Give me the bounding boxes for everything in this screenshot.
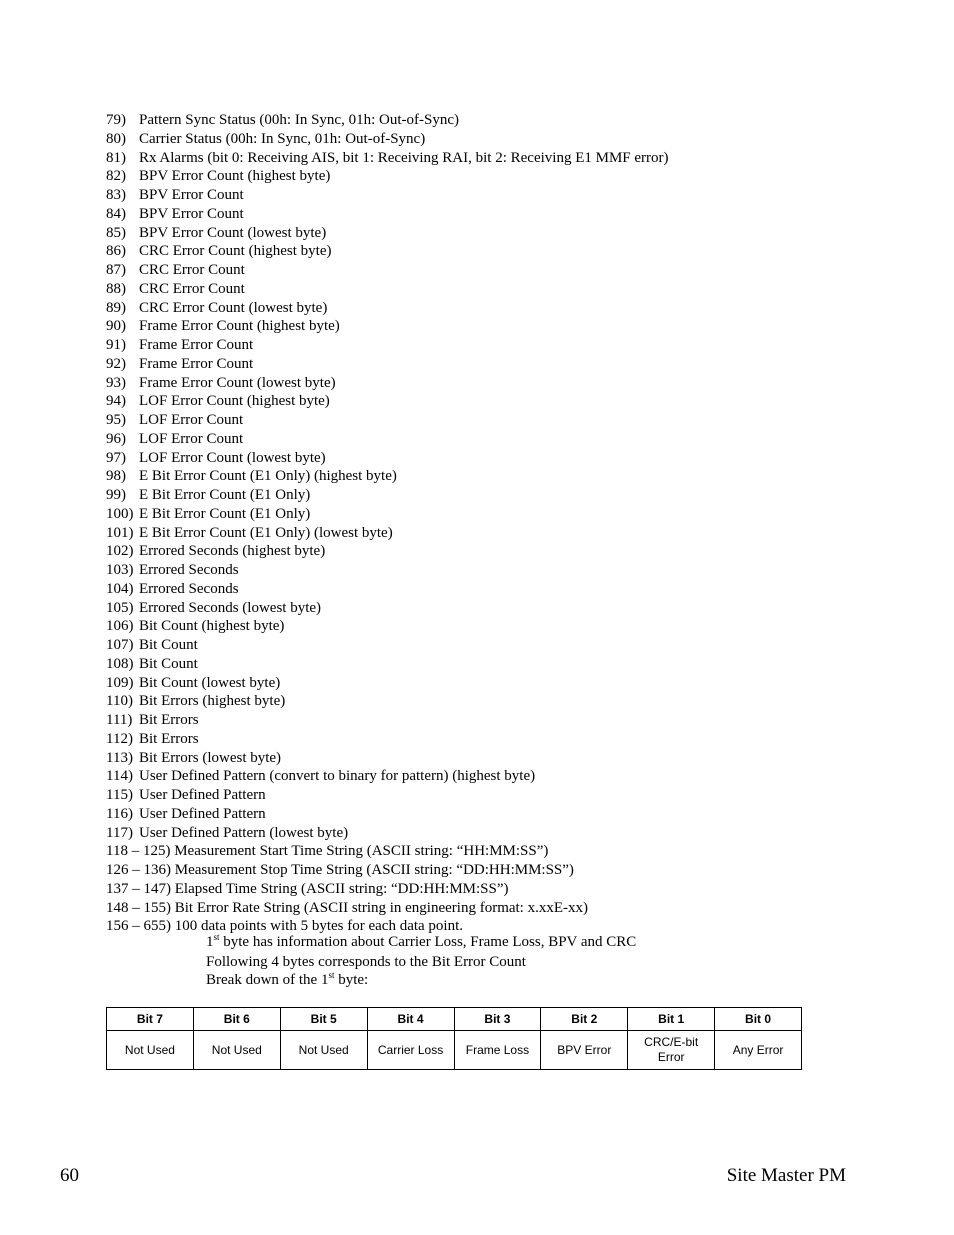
- item-number: 117): [106, 824, 133, 841]
- list-item: [106, 524, 669, 543]
- item-text: Bit Error Rate String (ASCII string in engineering format: x.xxE-xx): [174, 899, 589, 916]
- list-item: [106, 242, 669, 261]
- list-item: [106, 636, 669, 655]
- item-number: 102): [106, 543, 134, 560]
- item-text: Bit Errors: [139, 730, 199, 747]
- first-byte-note: [206, 933, 636, 952]
- list-item: [106, 505, 669, 524]
- list-item: [106, 767, 669, 786]
- item-number: 92): [106, 355, 126, 372]
- table-cell: Any Error: [715, 1031, 802, 1070]
- table-row: [107, 1031, 802, 1070]
- note-text: 1: [206, 934, 214, 950]
- item-text: User Defined Pattern (convert to binary for pattern) (highest byte): [139, 768, 536, 785]
- item-text: Pattern Sync Status (00h: In Sync, 01h: Out-of-Sync): [139, 112, 459, 128]
- list-item: [106, 486, 669, 505]
- page-number: 60: [60, 1165, 79, 1186]
- item-text: CRC Error Count (lowest byte): [139, 299, 328, 316]
- item-text: User Defined Pattern: [139, 805, 266, 822]
- header-cell: Bit 7: [107, 1008, 194, 1031]
- list-item: [106, 467, 669, 486]
- list-item: [106, 580, 669, 599]
- item-number: 83): [106, 187, 126, 203]
- superscript: st: [213, 932, 220, 942]
- list-item: [106, 205, 669, 224]
- list-item: [106, 805, 669, 824]
- list-item: [106, 374, 669, 393]
- list-item: [106, 186, 669, 205]
- item-number: 79): [106, 112, 126, 128]
- list-item: [106, 392, 669, 411]
- list-item: [106, 880, 669, 899]
- item-number: 104): [106, 580, 134, 597]
- item-text: Frame Error Count: [139, 355, 254, 372]
- item-text: BPV Error Count (lowest byte): [139, 224, 327, 241]
- item-text: CRC Error Count: [139, 262, 245, 278]
- breakdown-note: [206, 971, 368, 990]
- item-number: 115): [106, 787, 133, 803]
- item-number: 81): [106, 149, 126, 166]
- item-number: 95): [106, 412, 126, 428]
- note-text: byte:: [334, 972, 369, 988]
- item-text: Errored Seconds: [139, 562, 239, 578]
- header-cell: Bit 4: [367, 1008, 454, 1031]
- item-number: 96): [106, 430, 126, 447]
- item-text: LOF Error Count (highest byte): [139, 393, 330, 410]
- note-text: Break down of the 1: [206, 972, 329, 988]
- list-item: [106, 599, 669, 618]
- item-text: User Defined Pattern: [139, 787, 266, 803]
- list-item: [106, 224, 669, 243]
- item-number: 88): [106, 280, 126, 297]
- header-cell: Bit 2: [541, 1008, 628, 1031]
- superscript: st: [328, 970, 335, 980]
- list-item: [106, 355, 669, 374]
- item-number: 118 – 125): [106, 843, 171, 860]
- header-cell: Bit 3: [454, 1008, 541, 1031]
- item-number: 114): [106, 768, 133, 785]
- item-number: 94): [106, 393, 126, 410]
- list-item: [106, 561, 669, 580]
- table-cell: Not Used: [280, 1031, 367, 1070]
- list-item: [106, 711, 669, 730]
- item-text: CRC Error Count: [139, 280, 245, 297]
- item-text: Carrier Status (00h: In Sync, 01h: Out-of-Sync): [139, 130, 426, 147]
- item-number: 84): [106, 205, 126, 222]
- item-number: 86): [106, 243, 126, 260]
- item-text: User Defined Pattern (lowest byte): [139, 824, 349, 841]
- bit-breakdown-table: [106, 1007, 802, 1070]
- list-item: [106, 824, 669, 843]
- item-number: 109): [106, 674, 134, 691]
- item-text: Bit Count (lowest byte): [139, 674, 281, 691]
- item-number: 93): [106, 374, 126, 391]
- item-number: 137 – 147): [106, 880, 171, 897]
- header-cell: Bit 6: [193, 1008, 280, 1031]
- item-number: 126 – 136): [106, 862, 171, 878]
- note-text: byte has information about Carrier Loss, Frame Loss, BPV and CRC: [219, 934, 637, 950]
- item-text: Bit Errors (highest byte): [139, 693, 286, 710]
- item-number: 113): [106, 749, 133, 766]
- item-number: 99): [106, 487, 126, 503]
- item-number: 101): [106, 524, 134, 541]
- item-number: 100): [106, 505, 134, 522]
- list-item: [106, 336, 669, 355]
- item-text: E Bit Error Count (E1 Only) (highest byte): [139, 468, 397, 485]
- item-text: E Bit Error Count (E1 Only) (lowest byte): [139, 524, 393, 541]
- header-cell: Bit 0: [715, 1008, 802, 1031]
- item-text: Elapsed Time String (ASCII string: “DD:HH:MM:SS”): [174, 880, 509, 897]
- item-number: 80): [106, 130, 126, 147]
- item-text: BPV Error Count: [139, 205, 244, 222]
- item-text: Bit Count: [139, 655, 198, 672]
- item-number: 110): [106, 693, 133, 710]
- following-bytes-note: Following 4 bytes corresponds to the Bit Error Count: [206, 954, 526, 970]
- item-text: Errored Seconds (highest byte): [139, 543, 326, 560]
- list-item: [106, 617, 669, 636]
- item-number: 112): [106, 730, 133, 747]
- document-title: Site Master PM: [726, 1165, 846, 1186]
- list-item: [106, 411, 669, 430]
- list-item: [106, 299, 669, 318]
- item-text: Errored Seconds: [139, 580, 239, 597]
- item-text: Bit Errors (lowest byte): [139, 749, 282, 766]
- item-text: 100 data points with 5 bytes for each data point.: [174, 918, 464, 935]
- item-text: Measurement Start Time String (ASCII string: “HH:MM:SS”): [174, 843, 549, 860]
- item-number: 98): [106, 468, 126, 485]
- header-cell: Bit 5: [280, 1008, 367, 1031]
- item-text: CRC Error Count (highest byte): [139, 243, 332, 260]
- item-text: BPV Error Count: [139, 187, 244, 203]
- table-header-row: [107, 1008, 802, 1031]
- list-item: [106, 449, 669, 468]
- list-item: [106, 692, 669, 711]
- item-number: 89): [106, 299, 126, 316]
- table-cell: BPV Error: [541, 1031, 628, 1070]
- list-item: [106, 674, 669, 693]
- list-item: [106, 861, 669, 880]
- list-item: [106, 111, 669, 130]
- item-number: 148 – 155): [106, 899, 171, 916]
- item-number: 116): [106, 805, 133, 822]
- item-number: 103): [106, 562, 134, 578]
- list-item: [106, 655, 669, 674]
- list-item: [106, 749, 669, 768]
- item-number: 108): [106, 655, 134, 672]
- item-text: Frame Error Count (highest byte): [139, 318, 340, 335]
- header-cell: Bit 1: [628, 1008, 715, 1031]
- list-item: [106, 130, 669, 149]
- item-text: Frame Error Count: [139, 337, 254, 353]
- item-text: LOF Error Count: [139, 430, 244, 447]
- item-number: 90): [106, 318, 126, 335]
- list-item: [106, 261, 669, 280]
- list-item: [106, 730, 669, 749]
- item-text: LOF Error Count (lowest byte): [139, 449, 326, 466]
- item-number: 85): [106, 224, 126, 241]
- list-item: [106, 899, 669, 918]
- item-text: Bit Count (highest byte): [139, 618, 285, 635]
- item-text: Bit Count: [139, 637, 198, 653]
- item-number: 111): [106, 712, 133, 728]
- item-text: Rx Alarms (bit 0: Receiving AIS, bit 1: Receiving RAI, bit 2: Receiving E1 MMF error): [139, 149, 669, 166]
- list-item: [106, 317, 669, 336]
- list-item: [106, 167, 669, 186]
- item-text: E Bit Error Count (E1 Only): [139, 487, 311, 503]
- item-text: Measurement Stop Time String (ASCII string: “DD:HH:MM:SS”): [174, 862, 574, 878]
- item-number: 97): [106, 449, 126, 466]
- item-number: 82): [106, 168, 126, 185]
- table-cell: Frame Loss: [454, 1031, 541, 1070]
- list-item: [106, 280, 669, 299]
- item-number: 107): [106, 637, 134, 653]
- item-number: 91): [106, 337, 126, 353]
- table-cell: CRC/E-bit Error: [628, 1031, 715, 1070]
- field-list: [106, 111, 669, 936]
- item-text: E Bit Error Count (E1 Only): [139, 505, 311, 522]
- list-item: [106, 786, 669, 805]
- item-number: 156 – 655): [106, 918, 171, 935]
- item-text: Bit Errors: [139, 712, 199, 728]
- item-number: 87): [106, 262, 126, 278]
- item-text: Errored Seconds (lowest byte): [139, 599, 322, 616]
- list-item: [106, 149, 669, 168]
- item-text: LOF Error Count: [139, 412, 244, 428]
- table-cell: Carrier Loss: [367, 1031, 454, 1070]
- list-item: [106, 842, 669, 861]
- list-item: [106, 430, 669, 449]
- item-number: 106): [106, 618, 134, 635]
- list-item: [106, 542, 669, 561]
- item-text: BPV Error Count (highest byte): [139, 168, 331, 185]
- item-text: Frame Error Count (lowest byte): [139, 374, 336, 391]
- item-number: 105): [106, 599, 134, 616]
- table-cell: Not Used: [193, 1031, 280, 1070]
- table-cell: Not Used: [107, 1031, 194, 1070]
